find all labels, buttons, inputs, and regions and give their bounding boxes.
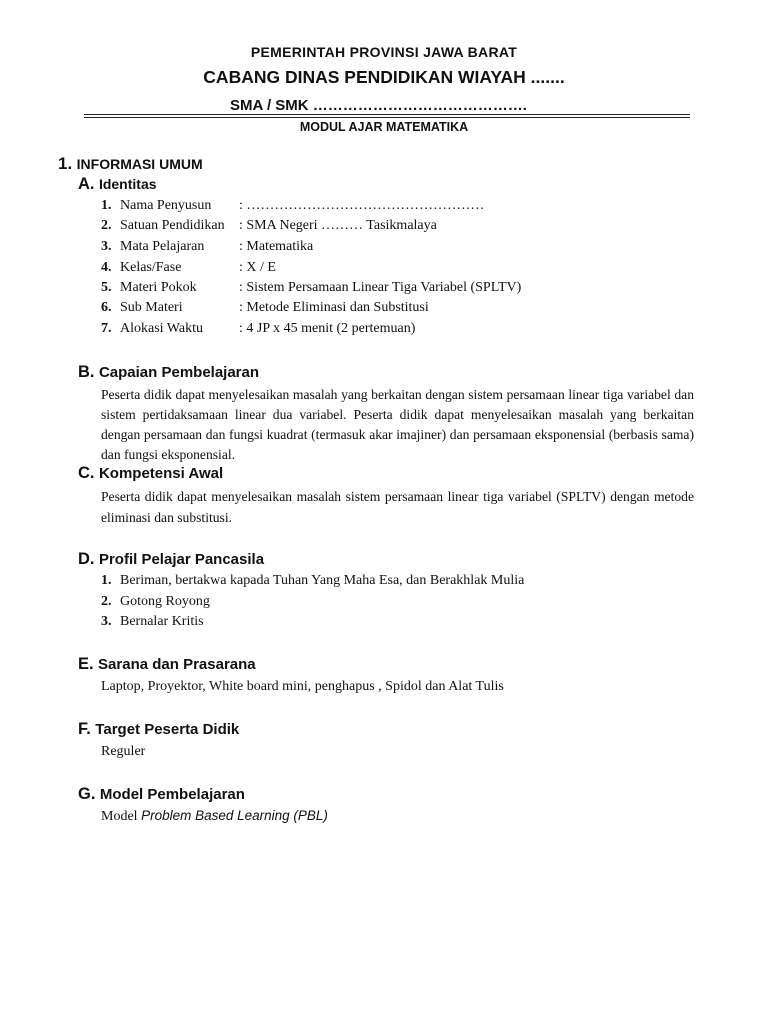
subsection-title: Kompetensi Awal (98, 465, 224, 482)
row-label: Kelas/Fase (120, 260, 182, 275)
item-text: Bernalar Kritis (120, 614, 204, 629)
row-value: : …………………………………………… (239, 198, 485, 213)
item-text: Gotong Royong (120, 594, 210, 609)
row-number: 3. (101, 239, 112, 254)
sarana-text: Laptop, Proyektor, White board mini, penghapus , Spidol dan Alat Tulis (101, 679, 504, 694)
identitas-row (101, 280, 197, 296)
document-title: MODUL AJAR MATEMATIKA (299, 120, 469, 134)
identitas-row (101, 321, 203, 337)
header-divider-thin (84, 117, 690, 118)
row-label: Satuan Pendidikan (120, 218, 225, 233)
row-label: Sub Materi (120, 300, 183, 315)
header-school: SMA / SMK ……………………………………. (230, 97, 527, 114)
row-number: 1. (101, 198, 112, 213)
subsection-title: Model Pembelajaran (99, 786, 245, 803)
identitas-row (101, 260, 181, 276)
profil-item (101, 594, 210, 610)
subsection-title: Profil Pelajar Pancasila (98, 551, 265, 568)
row-number: 5. (101, 280, 112, 295)
row-number: 2. (101, 218, 112, 233)
subsection-title: Capaian Pembelajaran (98, 364, 260, 381)
subsection-letter: C. (78, 464, 95, 482)
item-number: 2. (101, 594, 112, 609)
profil-item (101, 614, 204, 630)
item-number: 3. (101, 614, 112, 629)
subsection-profil (78, 550, 264, 569)
subsection-letter: A. (78, 175, 95, 193)
subsection-capaian (78, 363, 259, 382)
row-number: 6. (101, 300, 112, 315)
row-value: : Matematika (239, 239, 314, 254)
row-value: : X / E (239, 260, 276, 275)
subsection-sarana (78, 655, 256, 674)
subsection-letter: D. (78, 550, 95, 568)
subsection-title: Target Peserta Didik (95, 721, 240, 738)
header-branch-office: CABANG DINAS PENDIDIKAN WIAYAH ....... (203, 67, 565, 87)
row-number: 4. (101, 260, 112, 275)
row-number: 7. (101, 321, 112, 336)
capaian-paragraph: Peserta didik dapat menyelesaikan masalah yang berkaitan dengan sistem persamaan linear tiga variabel dan sistem pertidaksamaan linear dua variabel. Peserta didik dapat menyelesaikan masalah yang berkaitan dengan persamaan dan fungsi kuadrat (termasuk akar imajiner) dan persamaan eksponensial (berbasis sama) dan fungsi eksponensial. (101, 387, 694, 462)
subsection-letter: G. (78, 785, 96, 803)
row-label: Materi Pokok (120, 280, 197, 295)
kompetensi-paragraph: Peserta didik dapat menyelesaikan masalah sistem persamaan linear tiga variabel (SPLTV) dengan metode eliminasi dan substitusi. (101, 489, 694, 525)
model-name: Problem Based Learning (PBL) (141, 808, 328, 823)
model-text (101, 808, 328, 825)
subsection-letter: E. (78, 655, 94, 673)
identitas-row (101, 239, 204, 255)
subsection-letter: F. (78, 720, 91, 738)
profil-item (101, 573, 524, 589)
row-value: : Sistem Persamaan Linear Tiga Variabel (SPLTV) (239, 280, 522, 295)
item-number: 1. (101, 573, 112, 588)
item-text: Beriman, bertakwa kapada Tuhan Yang Maha Esa, dan Berakhlak Mulia (120, 573, 525, 588)
row-value: : SMA Negeri ……… Tasikmalaya (239, 218, 437, 233)
row-label: Nama Penyusun (120, 198, 212, 213)
row-label: Mata Pelajaran (120, 239, 205, 254)
section-number: 1. (58, 154, 73, 173)
header-government: PEMERINTAH PROVINSI JAWA BARAT (250, 44, 518, 60)
header-divider (84, 114, 690, 115)
identitas-row (101, 218, 225, 234)
subsection-identitas (78, 175, 157, 194)
identitas-row (101, 198, 211, 214)
subsection-letter: B. (78, 363, 95, 381)
section-title: INFORMASI UMUM (76, 156, 203, 172)
subsection-title: Sarana dan Prasarana (98, 656, 256, 673)
row-value: : 4 JP x 45 menit (2 pertemuan) (239, 321, 416, 336)
subsection-kompetensi (78, 464, 223, 483)
row-value: : Metode Eliminasi dan Substitusi (239, 300, 429, 315)
subsection-title: Identitas (98, 176, 157, 192)
section-informasi-umum (58, 154, 203, 174)
target-text: Reguler (101, 744, 146, 759)
subsection-target (78, 720, 239, 739)
subsection-model (78, 785, 245, 804)
model-prefix: Model (101, 809, 138, 824)
row-label: Alokasi Waktu (120, 321, 203, 336)
identitas-row (101, 300, 183, 316)
